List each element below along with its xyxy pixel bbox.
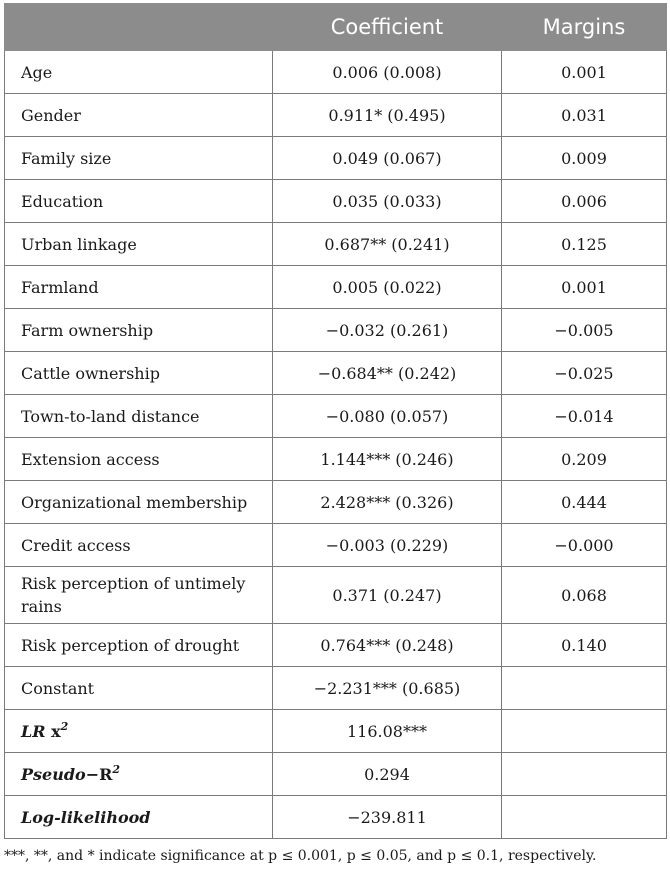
row-label: Constant — [5, 667, 273, 710]
row-margin: 0.140 — [502, 624, 667, 667]
row-margin — [502, 667, 667, 710]
row-label: Education — [5, 180, 273, 223]
row-margin: 0.031 — [502, 94, 667, 137]
row-label: Town-to-land distance — [5, 395, 273, 438]
row-coefficient: −0.684** (0.242) — [273, 352, 502, 395]
header-margins: Margins — [502, 4, 667, 51]
row-label: Farm ownership — [5, 309, 273, 352]
row-coefficient: 0.371 (0.247) — [273, 567, 502, 624]
table-row — [5, 266, 667, 309]
stat-empty-loglik — [502, 796, 667, 839]
row-margin: −0.025 — [502, 352, 667, 395]
stat-label-pseudo — [5, 753, 273, 796]
stat-label-lr-main: LR — [21, 721, 46, 741]
row-margin: −0.000 — [502, 524, 667, 567]
stat-empty-pseudo — [502, 753, 667, 796]
row-coefficient: 0.006 (0.008) — [273, 51, 502, 94]
row-coefficient: −0.032 (0.261) — [273, 309, 502, 352]
row-label: Farmland — [5, 266, 273, 309]
row-label: Risk perception of untimely rains — [5, 567, 273, 624]
row-margin: 0.068 — [502, 567, 667, 624]
table-row — [5, 352, 667, 395]
table-row — [5, 395, 667, 438]
table-row — [5, 624, 667, 667]
regression-table — [4, 3, 667, 839]
stat-label-pseudo-sym: −R — [85, 764, 113, 784]
stat-label-lr — [5, 710, 273, 753]
row-coefficient: 0.035 (0.033) — [273, 180, 502, 223]
row-label: Age — [5, 51, 273, 94]
stat-label-loglik: Log-likelihood — [5, 796, 273, 839]
header-variable — [5, 4, 273, 51]
row-coefficient: 0.005 (0.022) — [273, 266, 502, 309]
row-coefficient: −2.231*** (0.685) — [273, 667, 502, 710]
row-margin: 0.209 — [502, 438, 667, 481]
row-coefficient: 0.764*** (0.248) — [273, 624, 502, 667]
stats-row-lr — [5, 710, 667, 753]
row-margin: 0.009 — [502, 137, 667, 180]
table-row — [5, 51, 667, 94]
row-margin: 0.006 — [502, 180, 667, 223]
header-coefficient: Coefficient — [273, 4, 502, 51]
row-label: Extension access — [5, 438, 273, 481]
row-coefficient: −0.003 (0.229) — [273, 524, 502, 567]
row-coefficient: 0.687** (0.241) — [273, 223, 502, 266]
row-label: Risk perception of drought — [5, 624, 273, 667]
row-coefficient: 2.428*** (0.326) — [273, 481, 502, 524]
row-margin: −0.005 — [502, 309, 667, 352]
table-row — [5, 481, 667, 524]
table-footnote: ***, **, and * indicate significance at p ≤ 0.001, p ≤ 0.05, and p ≤ 0.1, respectively. — [4, 848, 597, 864]
table-row — [5, 137, 667, 180]
row-label: Family size — [5, 137, 273, 180]
row-margin: −0.014 — [502, 395, 667, 438]
stat-label-pseudo-sup: 2 — [112, 762, 121, 776]
row-label: Credit access — [5, 524, 273, 567]
row-margin: 0.125 — [502, 223, 667, 266]
table-row — [5, 524, 667, 567]
stat-label-lr-sym: x — [51, 721, 61, 741]
stat-empty-lr — [502, 710, 667, 753]
table-row — [5, 223, 667, 266]
stat-value-lr: 116.08*** — [273, 710, 502, 753]
table-row — [5, 567, 667, 624]
stat-value-loglik: −239.811 — [273, 796, 502, 839]
table-row — [5, 180, 667, 223]
row-margin: 0.001 — [502, 51, 667, 94]
row-coefficient: 0.911* (0.495) — [273, 94, 502, 137]
row-margin: 0.444 — [502, 481, 667, 524]
table-row — [5, 438, 667, 481]
row-coefficient: 0.049 (0.067) — [273, 137, 502, 180]
row-label: Organizational membership — [5, 481, 273, 524]
stats-row-pseudo — [5, 753, 667, 796]
row-margin: 0.001 — [502, 266, 667, 309]
row-coefficient: −0.080 (0.057) — [273, 395, 502, 438]
table-row — [5, 667, 667, 710]
row-label: Urban linkage — [5, 223, 273, 266]
regression-table-container — [4, 3, 666, 839]
stats-row-loglik — [5, 796, 667, 839]
table-row — [5, 309, 667, 352]
row-label: Gender — [5, 94, 273, 137]
stat-value-pseudo: 0.294 — [273, 753, 502, 796]
row-coefficient: 1.144*** (0.246) — [273, 438, 502, 481]
stat-label-lr-sup: 2 — [60, 719, 69, 733]
stat-label-pseudo-main: Pseudo — [21, 764, 86, 784]
table-header-row — [5, 4, 667, 51]
row-label: Cattle ownership — [5, 352, 273, 395]
table-row — [5, 94, 667, 137]
